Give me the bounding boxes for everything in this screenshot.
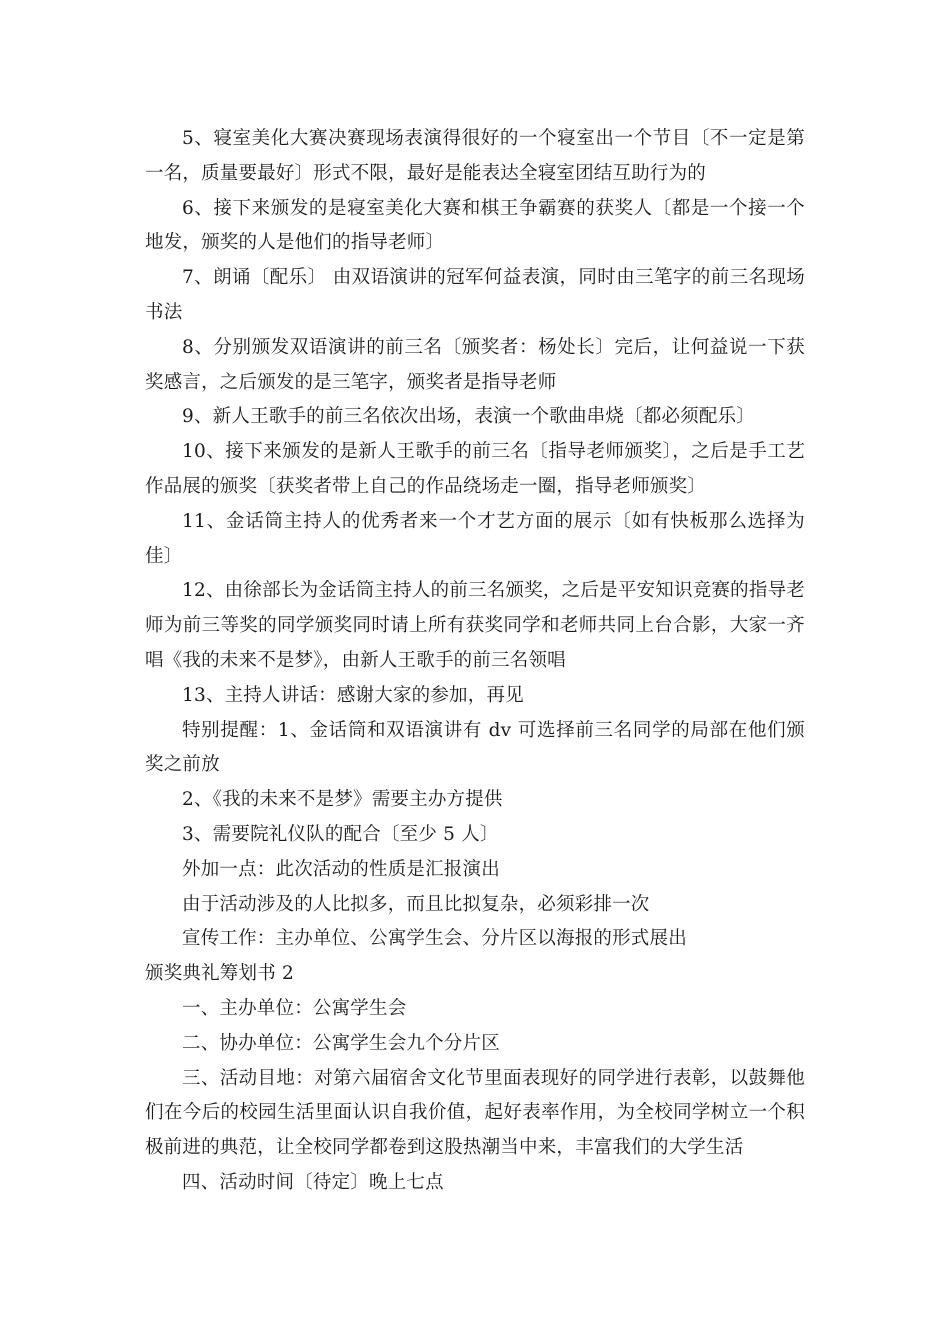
paragraph: 10、接下来颁发的是新人王歌手的前三名〔指导老师颁奖〕，之后是手工艺作品展的颁奖〔获奖者带上自己的作品绕场走一圈，指导老师颁奖〕	[145, 441, 805, 497]
paragraph: 7、朗诵〔配乐〕 由双语演讲的冠军何益表演，同时由三笔字的前三名现场书法	[145, 267, 805, 323]
paragraph: 12、由徐部长为金话筒主持人的前三名颁奖，之后是平安知识竞赛的指导老师为前三等奖的同学颁奖同时请上所有获奖同学和老师共同上台合影，大家一齐唱《我的未来不是梦》，由新人王歌手的前三名领唱	[145, 580, 805, 671]
paragraph: 13、主持人讲话：感谢大家的参加，再见	[182, 684, 524, 706]
paragraph: 一、主办单位：公寓学生会	[182, 997, 407, 1019]
paragraph: 2、《我的未来不是梦》需要主办方提供	[182, 789, 503, 811]
paragraph: 四、活动时间〔待定〕晚上七点	[182, 1171, 444, 1193]
paragraph: 宣传工作：主办单位、公寓学生会、分片区以海报的形式展出	[182, 928, 687, 950]
paragraph: 9、新人王歌手的前三名依次出场，表演一个歌曲串烧〔都必须配乐〕	[182, 406, 755, 428]
section-heading: 颁奖典礼筹划书 2	[145, 963, 294, 985]
paragraph: 8、分别颁发双语演讲的前三名〔颁奖者：杨处长〕完后，让何益说一下获奖感言，之后颁发的是三笔字，颁奖者是指导老师	[145, 336, 805, 393]
paragraph: 二、协办单位：公寓学生会九个分片区	[182, 1032, 500, 1054]
document-body	[145, 122, 805, 1201]
paragraph: 外加一点：此次活动的性质是汇报演出	[182, 858, 500, 880]
paragraph: 三、活动目地：对第六届宿舍文化节里面表现好的同学进行表彰，以鼓舞他们在今后的校园生活里面认识自我价值，起好表率作用，为全校同学树立一个积极前进的典范，让全校同学都卷到这股热潮当中来，丰富我们的大学生活	[145, 1067, 805, 1159]
paragraph: 3、需要院礼仪队的配合〔至少 5 人〕	[182, 823, 499, 845]
paragraph: 5、寝室美化大赛决赛现场表演得很好的一个寝室出一个节目〔不一定是第一名，质量要最好〕形式不限，最好是能表达全寝室团结互助行为的	[145, 128, 805, 184]
paragraph: 6、接下来颁发的是寝室美化大赛和棋王争霸赛的获奖人〔都是一个接一个地发，颁奖的人是他们的指导老师〕	[145, 197, 805, 254]
paragraph: 特别提醒：1、金话筒和双语演讲有 dv 可选择前三名同学的局部在他们颁奖之前放	[145, 719, 805, 776]
paragraph: 由于活动涉及的人比拟多，而且比拟复杂，必须彩排一次	[182, 893, 650, 915]
paragraph: 11、金话筒主持人的优秀者来一个才艺方面的展示〔如有快板那么选择为佳〕	[145, 510, 805, 567]
